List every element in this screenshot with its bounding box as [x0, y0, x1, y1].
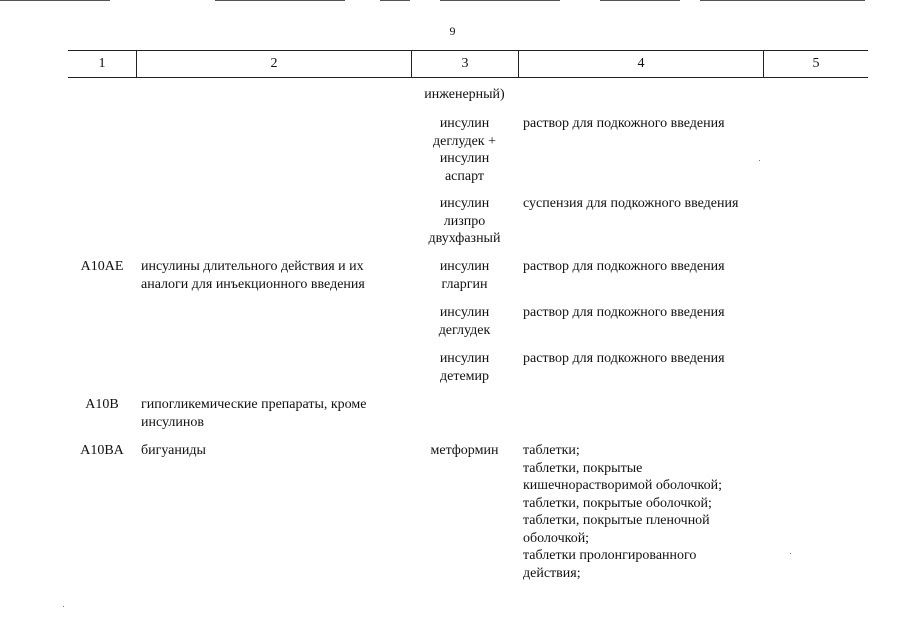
scan-edge-line	[0, 0, 110, 1]
drug-name-cell: инженерный)	[424, 87, 505, 102]
header-col-5: 5	[763, 51, 868, 77]
dosage-form-cell: таблетки; таблетки, покрытые кишечнорастворимой оболочкой; таблетки, покрытые оболочкой; таблетки, покрытые пленочной оболочкой; таблетки пролонгированного действия;	[523, 443, 722, 581]
atc-code-cell: A10BA	[80, 443, 124, 458]
scan-edge-line	[215, 0, 345, 1]
page-number: 9	[449, 24, 456, 38]
dosage-form-cell: раствор для подкожного введения	[523, 351, 725, 366]
scan-speck	[759, 160, 760, 161]
drug-name-cell: инсулин деглудек	[438, 305, 491, 338]
header-col-2: 2	[136, 51, 411, 77]
scan-speck	[790, 553, 791, 554]
dosage-form-cell: раствор для подкожного введения	[523, 305, 725, 320]
header-col-1: 1	[98, 56, 106, 71]
header-col-4: 4	[518, 51, 763, 77]
dosage-form-cell: раствор для подкожного введения	[523, 259, 725, 274]
atc-code-cell: A10B	[85, 397, 119, 412]
drug-name-cell: инсулин лизпро двухфазный	[428, 196, 501, 246]
drug-name-cell: инсулин деглудек + инсулин аспарт	[432, 116, 496, 184]
dosage-form-cell: раствор для подкожного введения	[523, 116, 725, 131]
drug-name-cell: инсулин гларгин	[439, 259, 490, 292]
scan-edge-line	[600, 0, 680, 1]
scan-edge-line	[440, 0, 560, 1]
scan-edge-line	[700, 0, 865, 1]
drug-name-cell: метформин	[430, 443, 499, 458]
group-name-cell: бигуаниды	[141, 443, 206, 458]
group-name-cell: инсулины длительного действия и их аналоги для инъекционного введения	[141, 259, 365, 292]
scan-edge-line	[380, 0, 410, 1]
header-col-3: 3	[411, 51, 518, 77]
table-header	[68, 50, 868, 78]
atc-code-cell: A10AE	[80, 259, 124, 274]
scan-speck	[63, 606, 64, 607]
group-name-cell: гипогликемические препараты, кроме инсулинов	[141, 397, 367, 430]
drug-name-cell: инсулин детемир	[439, 351, 490, 384]
dosage-form-cell: суспензия для подкожного введения	[523, 196, 739, 211]
